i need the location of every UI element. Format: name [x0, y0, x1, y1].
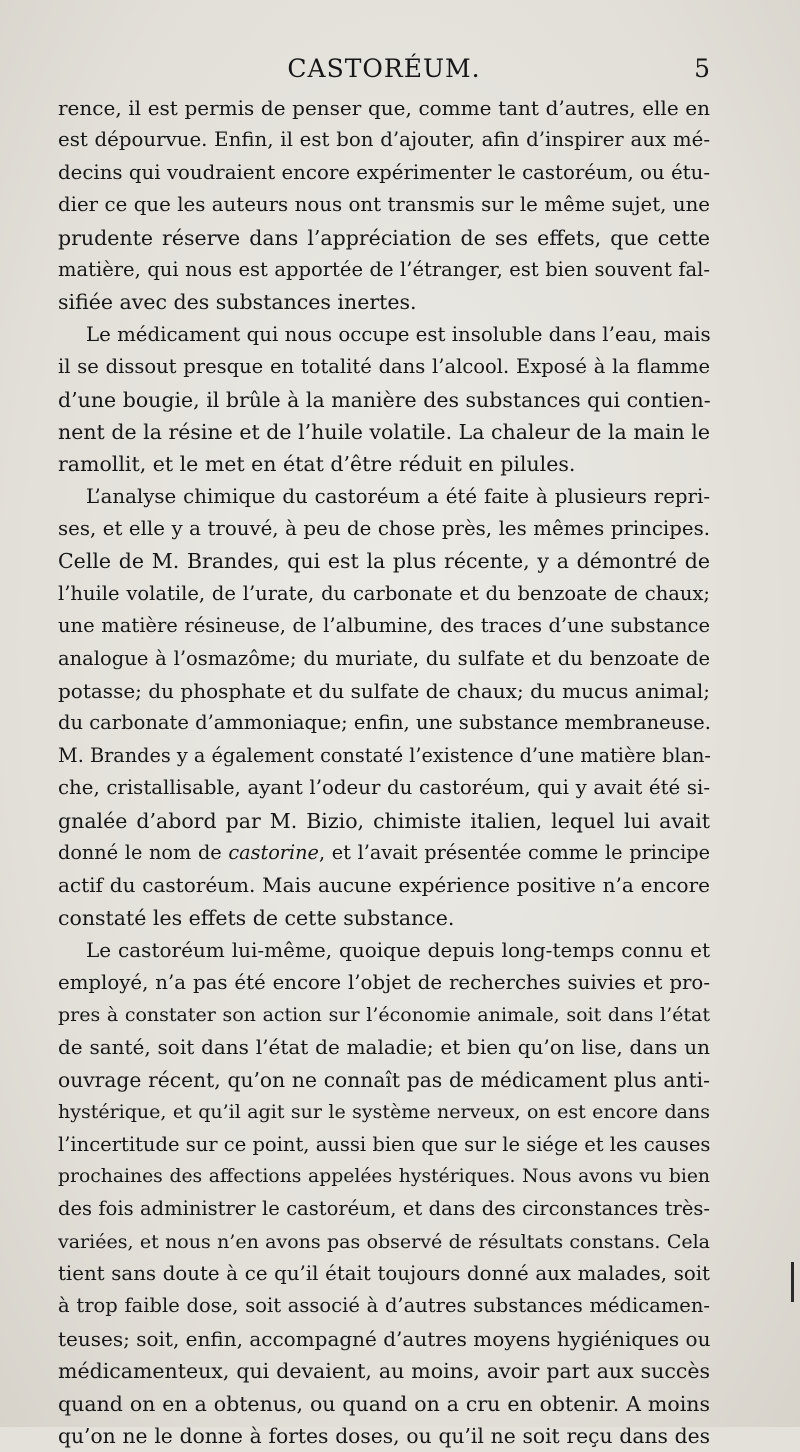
text-line: employé, n’a pas été encore l’objet de recherches suivies et pro-	[58, 970, 710, 994]
text-line: à trop faible dose, soit associé à d’autres substances médicamen-	[58, 1294, 710, 1318]
text-line: dier ce que les auteurs nous ont transmis sur le même sujet, une	[58, 193, 710, 217]
text-line: actif du castoréum. Mais aucune expérience positive n’a encore	[58, 873, 710, 898]
body-text	[58, 92, 710, 1452]
text-line: l’incertitude sur ce point, aussi bien que sur le siége et les causes	[58, 1132, 711, 1156]
text-line: des fois administrer le castoréum, et dans des circonstances très-	[58, 1197, 710, 1221]
text-line: Celle de M. Brandes, qui est la plus récente, y a démontré de	[58, 549, 710, 574]
text-line: rence, il est permis de penser que, comme tant d’autres, elle en	[58, 96, 710, 120]
page-header	[58, 50, 710, 90]
text-line: médicamenteux, qui devaient, au moins, avoir part aux succès	[58, 1359, 710, 1384]
text-line: constaté les effets de cette substance.	[58, 905, 455, 930]
text-line: L’analyse chimique du castoréum a été faite à plusieurs repri-	[86, 484, 710, 508]
text-line: matière, qui nous est apportée de l’étranger, est bien souvent fal-	[58, 257, 710, 281]
text-line: potasse; du phosphate et du sulfate de chaux; du mucus animal;	[58, 679, 710, 704]
text-line: nent de la résine et de l’huile volatile. La chaleur de la main le	[58, 419, 710, 444]
text-line: est dépourvue. Enfin, il est bon d’ajouter, afin d’inspirer aux mé-	[58, 128, 710, 152]
text-line: M. Brandes y a également constaté l’existence d’une matière blan-	[58, 743, 711, 767]
text-line: hystérique, et qu’il agit sur le système nerveux, on est encore dans	[58, 1101, 710, 1124]
text-line: teuses; soit, enfin, accompagné d’autres moyens hygiéniques ou	[58, 1326, 711, 1351]
text-line: analogue à l’osmazôme; du muriate, du sulfate et du benzoate de	[58, 646, 710, 670]
text-line: l’huile volatile, de l’urate, du carbonate et du benzoate de chaux;	[58, 581, 710, 605]
text-line: Le castoréum lui-même, quoique depuis long-temps connu et	[86, 938, 710, 963]
text-line: d’une bougie, il brûle à la manière des substances qui contien-	[58, 387, 711, 412]
text-line: ses, et elle y a trouvé, à peu de chose près, les mêmes principes.	[58, 517, 710, 541]
text-line: qu’on ne le donne à fortes doses, ou qu’il ne soit reçu dans des	[58, 1424, 710, 1449]
page-number: 5	[694, 54, 710, 83]
text-line: Le médicament qui nous occupe est insoluble dans l’eau, mais	[86, 322, 711, 346]
running-title: CASTORÉUM.	[287, 54, 481, 83]
text-line: variées, et nous n’en avons pas observé de résultats constans. Cela	[58, 1230, 710, 1253]
text-line: donné le nom de castorine, et l’avait présentée comme le principe	[58, 840, 710, 864]
text-line: prudente réserve dans l’appréciation de ses effets, que cette	[58, 225, 710, 250]
text-line: gnalée d’abord par M. Bizio, chimiste italien, lequel lui avait	[58, 808, 710, 833]
text-line: quand on en a obtenus, ou quand on a cru en obtenir. A moins	[58, 1391, 710, 1416]
text-line: pres à constater son action sur l’économie animale, soit dans l’état	[58, 1003, 710, 1026]
text-line: ouvrage récent, qu’on ne connaît pas de médicament plus anti-	[58, 1067, 710, 1092]
text-line: decins qui voudraient encore expérimenter le castoréum, ou étu-	[58, 160, 710, 184]
text-line: tient sans doute à ce qu’il était toujours donné aux malades, soit	[58, 1262, 710, 1286]
text-line: ramollit, et le met en état d’être réduit en pilules.	[58, 452, 576, 477]
text-line: de santé, soit dans l’état de maladie; et bien qu’on lise, dans un	[58, 1035, 710, 1060]
text-line: il se dissout presque en totalité dans l’alcool. Exposé à la flamme	[58, 355, 710, 379]
text-line: prochaines des affections appelées hystériques. Nous avons vu bien	[58, 1165, 710, 1187]
text-line: che, cristallisable, ayant l’odeur du castoréum, qui y avait été si-	[58, 776, 710, 800]
margin-mark	[791, 1262, 794, 1302]
text-line: du carbonate d’ammoniaque; enfin, une substance membraneuse.	[58, 711, 711, 735]
text-line: une matière résineuse, de l’albumine, des traces d’une substance	[58, 614, 710, 638]
text-line: sifiée avec des substances inertes.	[58, 290, 417, 315]
